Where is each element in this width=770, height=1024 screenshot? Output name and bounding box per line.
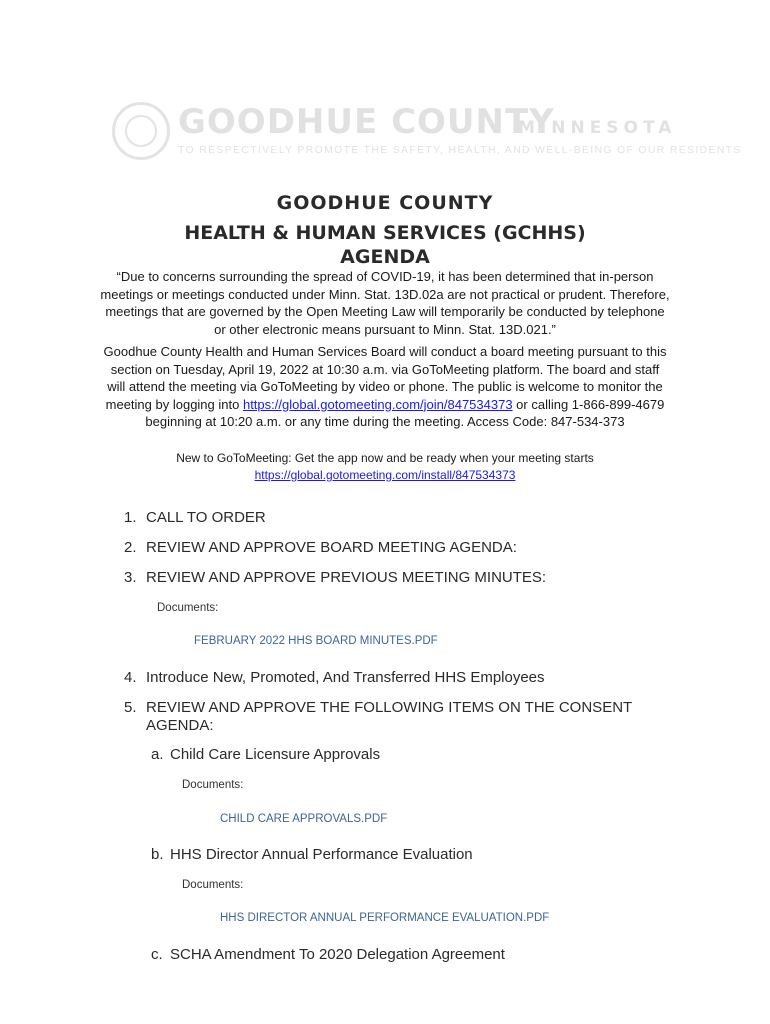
documents-label: Documents: [182,879,244,891]
letterhead-watermark [110,100,742,170]
join-meeting-link[interactable]: https://global.gotomeeting.com/join/847534373 [242,396,513,412]
county-seal-icon [112,102,170,160]
letterhead-name: GOODHUE COUNTY [178,102,555,142]
new-user-text: New to GoToMeeting: Get the app now and be ready when your meeting starts [176,451,594,465]
doc-link-director-evaluation[interactable]: HHS DIRECTOR ANNUAL PERFORMANCE EVALUATION.PDF [220,912,550,924]
agenda-item-3: 3. REVIEW AND APPROVE PREVIOUS MEETING MINUTES: [124,569,547,586]
letterhead-state: MINNESOTA [518,118,677,138]
agenda-subitem-a: a. Child Care Licensure Approvals [151,746,381,763]
meeting-intro: Goodhue County Health and Human Services Board will conduct a board meeting pursuant to this section on Tuesday, April 19, 2022 at 10:30 a.m. via GoToMeeting platform. The board and staff will attend the meeting via GoToMeeting by video or phone. The public is welcome to monitor the meeting by logging into [103,344,667,412]
install-app-link[interactable]: https://global.gotomeeting.com/install/847534373 [254,468,516,482]
documents-label: Documents: [182,779,244,791]
covid-statement: “Due to concerns surrounding the spread of COVID-19, it has been determined that in-person meetings or meetings conducted under Minn. Stat. 13D.02a are not practical or prudent. Therefore, meetings that are governed by the Open Meeting Law will temporarily be conducted by telephone or other electronic means pursuant to Minn. Stat. 13D.021.” [100,269,670,337]
agenda-item-5: 5. REVIEW AND APPROVE THE FOLLOWING ITEMS ON THE CONSENT AGENDA: [124,699,633,734]
agenda-subitem-b: b. HHS Director Annual Performance Evaluation [151,846,473,863]
letterhead-tagline: TO RESPECTIVELY PROMOTE THE SAFETY, HEALTH, AND WELL-BEING OF OUR RESIDENTS [178,144,742,156]
new-user-info [100,450,670,484]
meeting-info [100,343,670,431]
doc-link-child-care-approvals[interactable]: CHILD CARE APPROVALS.PDF [220,813,388,825]
documents-label: Documents: [157,602,219,614]
title-agenda: AGENDA [340,246,430,268]
agenda-item-2: 2. REVIEW AND APPROVE BOARD MEETING AGENDA: [124,539,517,556]
title-county: GOODHUE COUNTY [276,192,494,214]
title-department: HEALTH & HUMAN SERVICES (GCHHS) [184,222,586,244]
meeting-call-info: or calling 1-866-899-4679 beginning at 10:20 a.m. or any time during the meeting. Access Code: 847-534-373 [145,396,665,430]
agenda-item-4: 4. Introduce New, Promoted, And Transferred HHS Employees [124,669,545,686]
agenda-item-1: 1. CALL TO ORDER [124,509,266,526]
agenda-subitem-c: c. SCHA Amendment To 2020 Delegation Agreement [151,946,505,963]
doc-link-february-minutes[interactable]: FEBRUARY 2022 HHS BOARD MINUTES.PDF [194,635,438,647]
